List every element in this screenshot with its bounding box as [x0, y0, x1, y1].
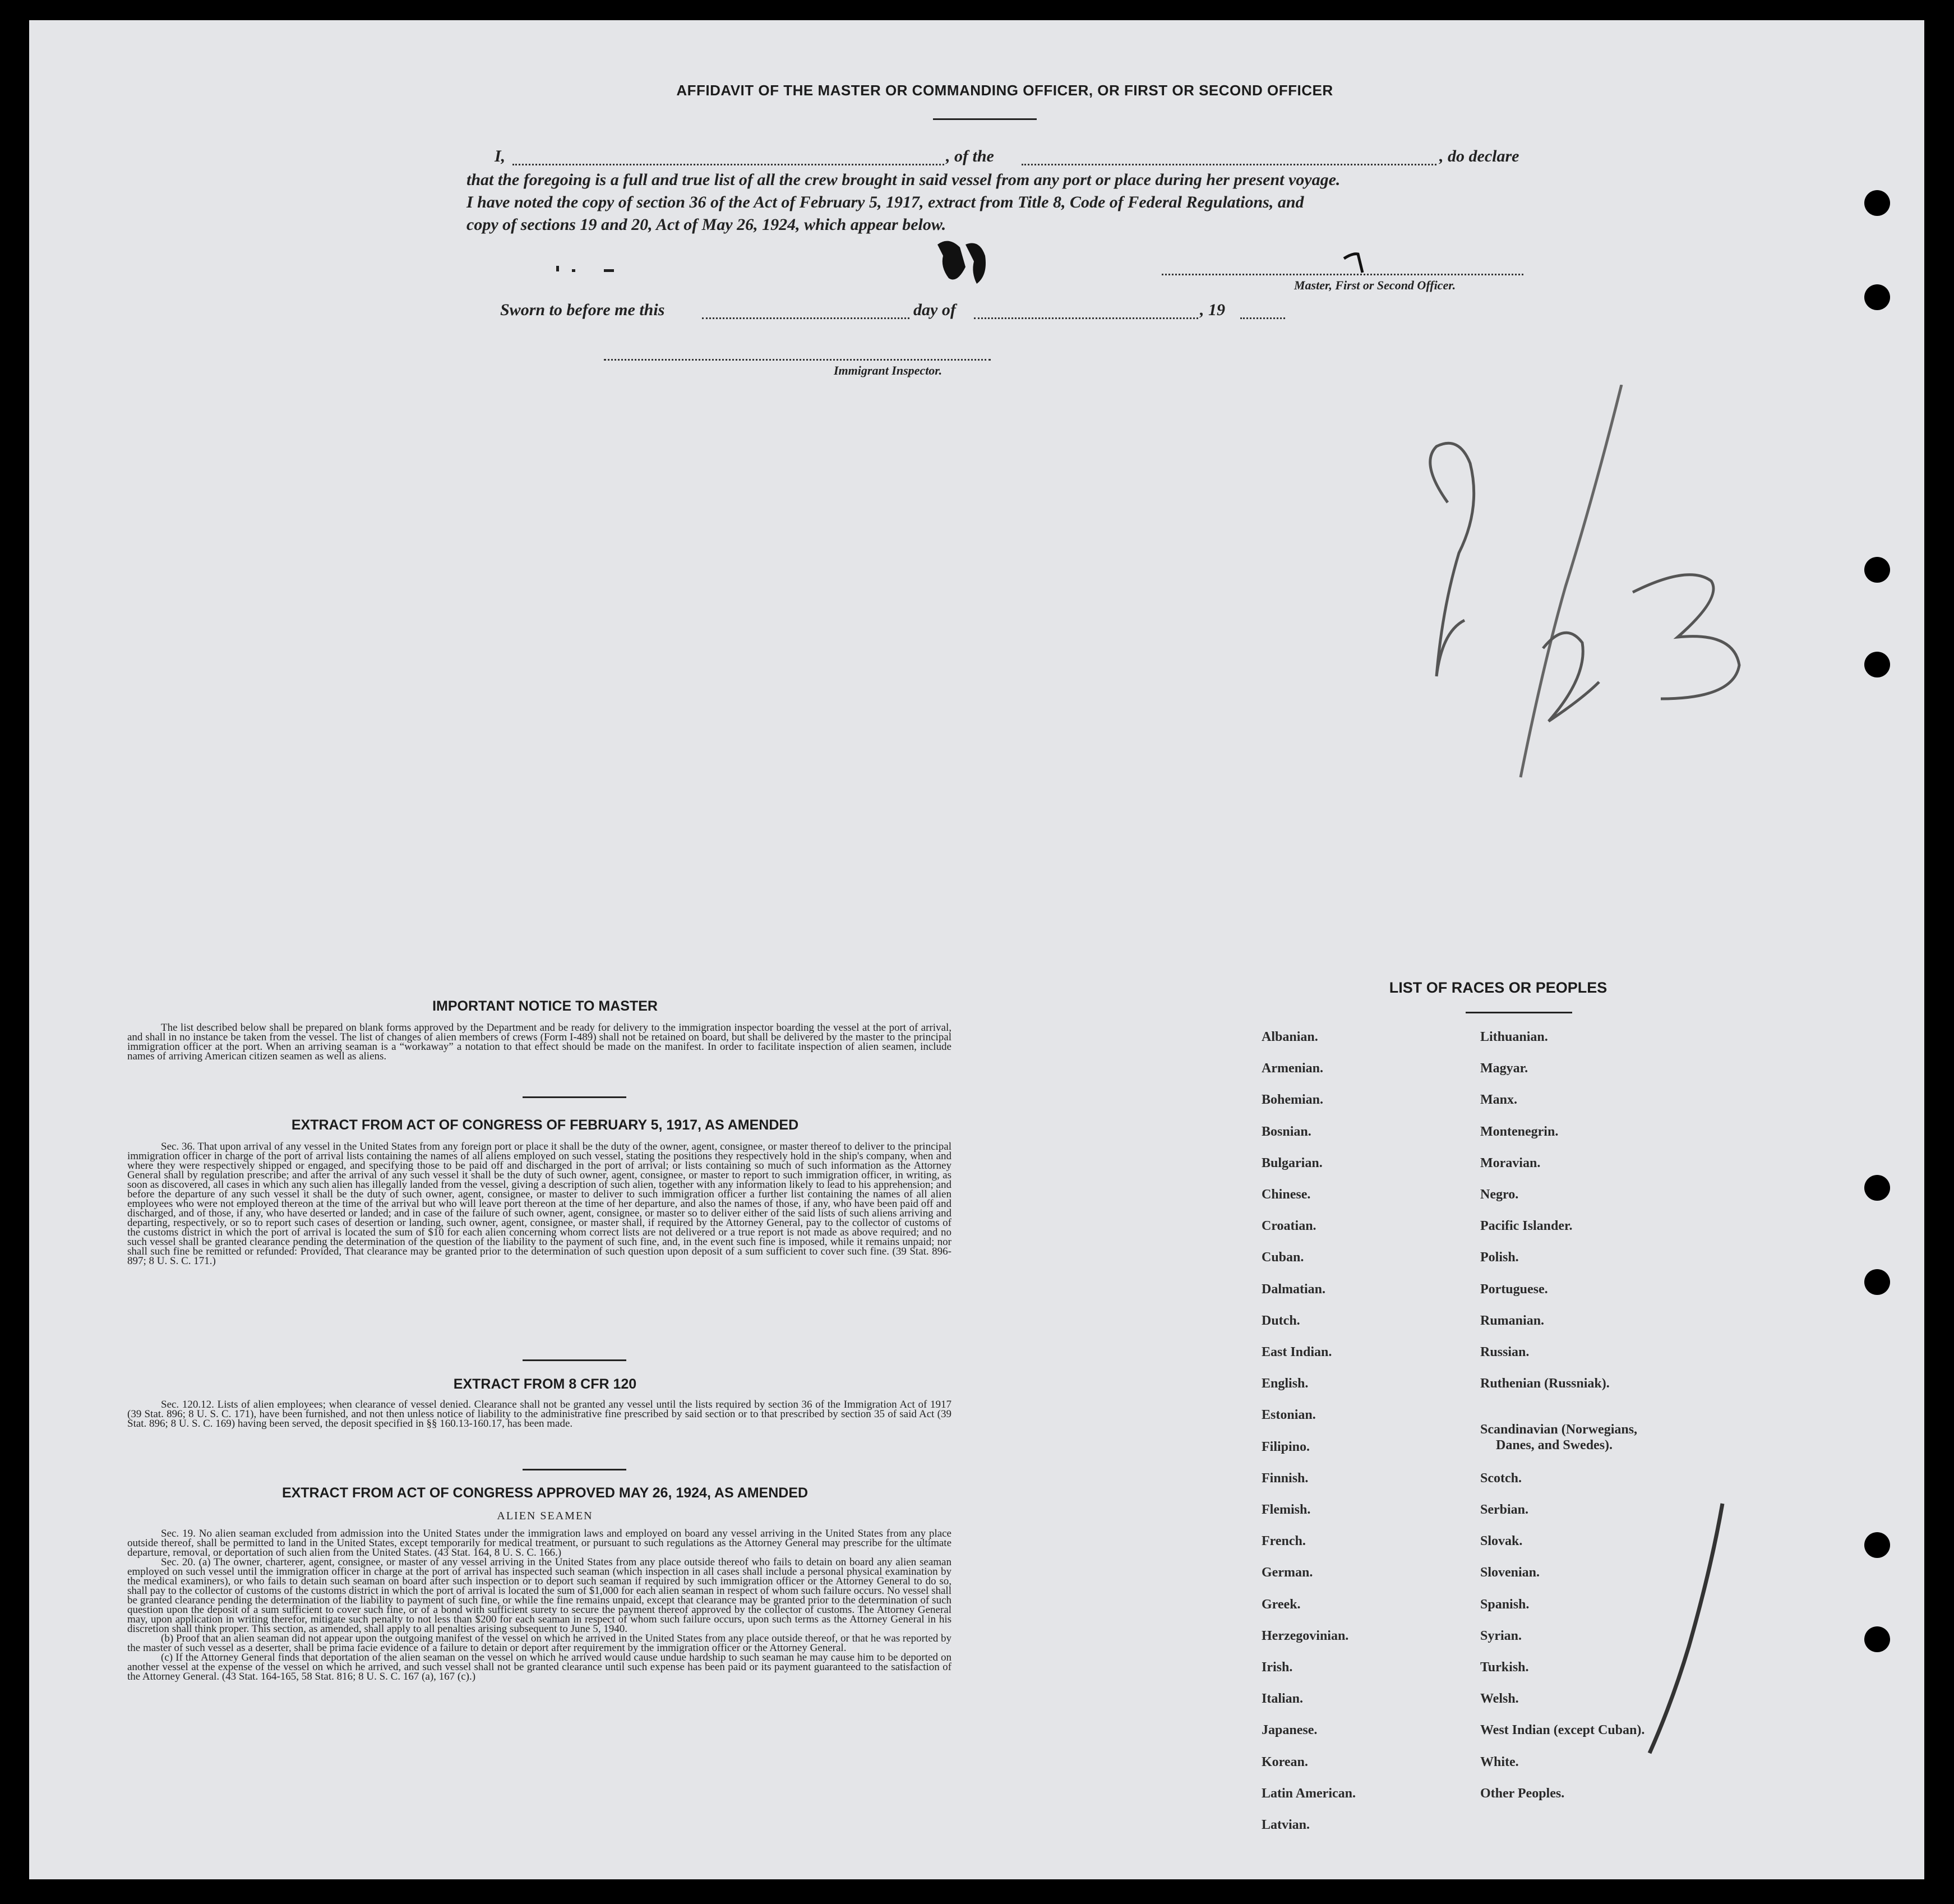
inspector-label: Immigrant Inspector. [834, 363, 943, 377]
vessel-name-line [1022, 164, 1436, 165]
race-item: West Indian (except Cuban). [1480, 1723, 1645, 1737]
race-item: Dutch. [1262, 1313, 1300, 1328]
binder-hole [1864, 1626, 1890, 1652]
race-item: Italian. [1262, 1691, 1304, 1706]
binder-hole [1864, 557, 1890, 583]
race-item: Greek. [1262, 1597, 1301, 1612]
sworn-label: Sworn to before me this [500, 301, 665, 319]
sec-20c-text: (c) If the Attorney General finds that deportation of the alien seaman on the vessel on which he arrived would cause undue hardship to such seaman he may cause him to be deported on another vessel at the expense of the vessel on which he arrived, and such vessel shall not be granted clearance until such expense has been paid or its payment guaranteed to the satisfaction of the Attorney General. (43 Stat. 164-165, 58 Stat. 816; 8 U. S. C. 167 (a), 167 (c).) [127, 1652, 951, 1682]
extract-1917-body: Sec. 36. That upon arrival of any vessel in the United States from any foreign port or place it shall be the duty of the owner, agent, consignee, or master thereof to deliver to the principal immigration officer in charge of the port of arrival lists containing the names of all aliens employed on such vessel, stating the positions they respectively hold in the ship's company, when and where they were respectively shipped or engaged, and specifying those to be paid off and discharged in the port of arrival; or lists containing so much of such information as the Attorney General shall by regulation prescribe; and after the arrival of any such vessel it shall be the duty of such owner, agent, consignee, or master to report to such immigration officer, in writing, as soon as discovered, all cases in which any such alien has illegally landed from the vessel, giving a description of such alien, together with any information likely to lead to his apprehension; and before the departure of any such vessel it shall be the duty of such owner, agent, consignee, or master to deliver to such immigration officer a further list containing the names of all alien employees who were not employed thereon at the time of the arrival but who will leave port thereon at the time of her departure, and also the names of those, if any, who have been paid off and discharged, and of those, if any, who have deserted or landed; and in case of the failure of such owner, agent, consignee, or master so to deliver either of the said lists of such aliens arriving and departing, respectively, or so to report such cases of desertion or landing, such owner, agent, consignee, or master shall, if required by the Attorney General, pay to the collector of customs of the customs district in which the port of arrival is located the sum of $10 for each alien concerning whom correct lists are not delivered or a true report is not made as above required; and no such vessel shall be granted clearance pending the determination of the question of the liability to the payment of such fine, and, in the event such fine is imposed, while it remains unpaid; nor shall such fine be remitted or refunded: Provided, That clearance may be granted prior to the determination of such question upon deposit of a sum sufficient to cover such fine. (39 Stat. 896-897; 8 U. S. C. 171.) [127, 1141, 951, 1267]
race-item: Chinese. [1262, 1187, 1311, 1202]
race-item: Flemish. [1262, 1502, 1311, 1517]
binder-hole [1864, 1532, 1890, 1558]
sec-20b-text: (b) Proof that an alien seaman did not appear upon the outgoing manifest of the vessel on which he arrived in the United States from any place outside thereof, or that he was reported by the master of such vessel as a deserter, shall be prima facie evidence of a failure to detain or deport after requirement by the immigration officer or the Attorney General. [127, 1633, 951, 1654]
affidavit-i: I, [495, 147, 506, 165]
extract-cfr-title: EXTRACT FROM 8 CFR 120 [453, 1376, 637, 1392]
affidavit-title-rule [933, 118, 1037, 120]
race-item: Slovak. [1480, 1534, 1523, 1548]
affidavit-declare: , do declare [1439, 147, 1519, 165]
race-item: Japanese. [1262, 1723, 1318, 1737]
race-item: East Indian. [1262, 1345, 1332, 1359]
extract-cfr-rule [523, 1469, 626, 1470]
race-item: Turkish. [1480, 1660, 1529, 1675]
race-item: Latvian. [1262, 1818, 1310, 1832]
race-item: Korean. [1262, 1755, 1308, 1769]
race-item: Dalmatian. [1262, 1282, 1325, 1297]
binder-hole [1864, 652, 1890, 677]
race-item: Albanian. [1262, 1030, 1318, 1044]
binder-hole [1864, 190, 1890, 216]
race-item: Croatian. [1262, 1219, 1316, 1233]
race-item: Lithuanian. [1480, 1030, 1548, 1044]
signature-tick [1341, 247, 1380, 278]
binder-hole [1864, 1175, 1890, 1201]
race-item: Irish. [1262, 1660, 1293, 1675]
race-item: Serbian. [1480, 1502, 1529, 1517]
sworn-day-line [702, 317, 909, 319]
race-item: Latin American. [1262, 1786, 1356, 1801]
race-item: Scandinavian (Norwegians, [1480, 1422, 1638, 1437]
race-item: Estonian. [1262, 1408, 1316, 1422]
year-prefix: , 19 [1200, 301, 1225, 319]
extract-1917-title: EXTRACT FROM ACT OF CONGRESS OF FEBRUARY 5, 1917, AS AMENDED [291, 1117, 799, 1133]
race-item: Portuguese. [1480, 1282, 1548, 1297]
affidavit-line-1 [466, 147, 1554, 169]
affidavit-title: AFFIDAVIT OF THE MASTER OR COMMANDING OFFICER, OR FIRST OR SECOND OFFICER [676, 82, 1333, 99]
race-item: Rumanian. [1480, 1313, 1545, 1328]
race-item: Danes, and Swedes). [1496, 1438, 1613, 1453]
inspector-signature-line [604, 359, 991, 361]
master-signature-label: Master, First or Second Officer. [1294, 278, 1456, 292]
extract-1917-rule [523, 1359, 626, 1361]
race-item: Filipino. [1262, 1440, 1310, 1454]
race-item: Cuban. [1262, 1250, 1304, 1265]
affidavit-line-4: copy of sections 19 and 20, Act of May 26, 1924, which appear below. [466, 215, 946, 234]
affidavit-line-2: that the foregoing is a full and true list of all the crew brought in said vessel from any port or place during her present voyage. [466, 170, 1341, 189]
document-page [29, 20, 1924, 1879]
races-rule [1466, 1012, 1572, 1013]
race-item: Spanish. [1480, 1597, 1530, 1612]
race-item: German. [1262, 1565, 1313, 1580]
binder-hole [1864, 284, 1890, 310]
race-item: Scotch. [1480, 1471, 1522, 1486]
race-item: Slovenian. [1480, 1565, 1540, 1580]
race-item: Syrian. [1480, 1629, 1522, 1643]
race-item: Russian. [1480, 1345, 1530, 1359]
race-item: Finnish. [1262, 1471, 1309, 1486]
sworn-line [500, 301, 1313, 323]
race-item: Armenian. [1262, 1061, 1323, 1076]
notice-rule [523, 1096, 626, 1098]
race-item: White. [1480, 1755, 1519, 1769]
race-item: Manx. [1480, 1092, 1517, 1107]
master-name-line [512, 164, 944, 165]
pencil-check-mark [1644, 1501, 1734, 1759]
affidavit-of-the: , of the [946, 147, 994, 165]
binder-hole [1864, 1269, 1890, 1295]
race-item: Herzegovinian. [1262, 1629, 1349, 1643]
race-item: French. [1262, 1534, 1306, 1548]
day-of-label: day of [913, 301, 956, 319]
sec-20a-text: Sec. 20. (a) The owner, charterer, agent, consignee, or master of any vessel arriving in the United States from any place outside thereof who fails to detain on board any alien seaman employed on such vessel until the immigration officer in charge at the port of arrival has inspected such seaman (which inspection in all cases shall include a personal physical examination by the medical examiners), or who fails to detain such seaman on board after such inspection or to deport such seaman if required by such immigration officer or the Attorney General to do so, shall pay to the collector of customs of the customs district in which the port of arrival is located the sum of $1,000 for each alien seaman in respect of whom such failure occurs. No vessel shall be granted clearance pending the determination of the liability to payment of such fine, or while the fine remains unpaid, except that clearance may be granted prior to the determination of such question upon the deposit of a sum sufficient to cover such fine, or of a bond with sufficient surety to secure the payment thereof approved by the collector of customs. The Attorney General may, upon application in writing therefor, mitigate such penalty to not less than $200 for each seaman in respect of whom such failure occurs, upon such terms as the Attorney General in his discretion shall think proper. This section, as amended, shall apply to all penalties arising subsequent to June 5, 1940. [127, 1556, 951, 1635]
handwritten-9-23-mark [1397, 385, 1790, 822]
extract-1924-body [127, 1529, 951, 1681]
race-item: Bulgarian. [1262, 1156, 1323, 1170]
race-item: Bohemian. [1262, 1092, 1324, 1107]
races-title: LIST OF RACES OR PEOPLES [1389, 979, 1607, 996]
notice-body: The list described below shall be prepared on blank forms approved by the Department and be ready for delivery to the immigration inspector boarding the vessel at the port of arrival, and shall in no instance be taken from the vessel. The list of changes of alien members of crews (Form I-489) shall not be retained on board, but shall be delivered by the master to the principal immigration officer at the port. When an arriving seaman is a “workaway” a notation to that effect should be made on the manifest. In order to facilitate inspection of alien seamen, include names of arriving American citizen seamen as well as aliens. [127, 1022, 951, 1062]
extract-1924-title: EXTRACT FROM ACT OF CONGRESS APPROVED MAY 26, 1924, AS AMENDED [281, 1485, 809, 1501]
race-item: Bosnian. [1262, 1124, 1311, 1139]
notice-title: IMPORTANT NOTICE TO MASTER [432, 998, 658, 1014]
race-item: Magyar. [1480, 1061, 1528, 1076]
race-item: Other Peoples. [1480, 1786, 1565, 1801]
extract-cfr-body: Sec. 120.12. Lists of alien employees; when clearance of vessel denied. Clearance shall not be granted any vessel until the lists required by section 36 of the Immigration Act of 1917 (39 Stat. 896; 8 U. S. C. 171), have been furnished, and not then unless notice of liability to the administrative fine prescribed by said section or to that prescribed by section 35 of said Act (39 Stat. 896; 8 U. S. C. 169) having been served, the deposit specified in §§ 160.13-160.17, has been made. [127, 1399, 951, 1430]
race-item: Moravian. [1480, 1156, 1541, 1170]
race-item: English. [1262, 1376, 1309, 1391]
race-item: Pacific Islander. [1480, 1219, 1573, 1233]
ink-smudge [932, 233, 999, 295]
sec-19-text: Sec. 19. No alien seaman excluded from admission into the United States under the immigration laws and employed on board any vessel arriving in the United States from any place outside thereof, shall be permitted to land in the United States, except temporarily for medical treatment, or pursuant to such regulations as the Attorney General may prescribe for the ultimate departure, removal, or deportation of such alien from the United States. (43 Stat. 164, 8 U. S. C. 166.) [127, 1528, 951, 1559]
race-item: Polish. [1480, 1250, 1519, 1265]
race-item: Negro. [1480, 1187, 1519, 1202]
sworn-year-line [1240, 317, 1285, 319]
race-item: Welsh. [1480, 1691, 1519, 1706]
extract-1924-subtitle: ALIEN SEAMEN [497, 1510, 593, 1522]
ink-specks [551, 261, 618, 278]
affidavit-line-3: I have noted the copy of section 36 of the Act of February 5, 1917, extract from Title 8, Code of Federal Regulations, and [466, 193, 1304, 211]
race-item: Ruthenian (Russniak). [1480, 1376, 1610, 1391]
sworn-month-line [974, 317, 1198, 319]
race-item: Montenegrin. [1480, 1124, 1559, 1139]
